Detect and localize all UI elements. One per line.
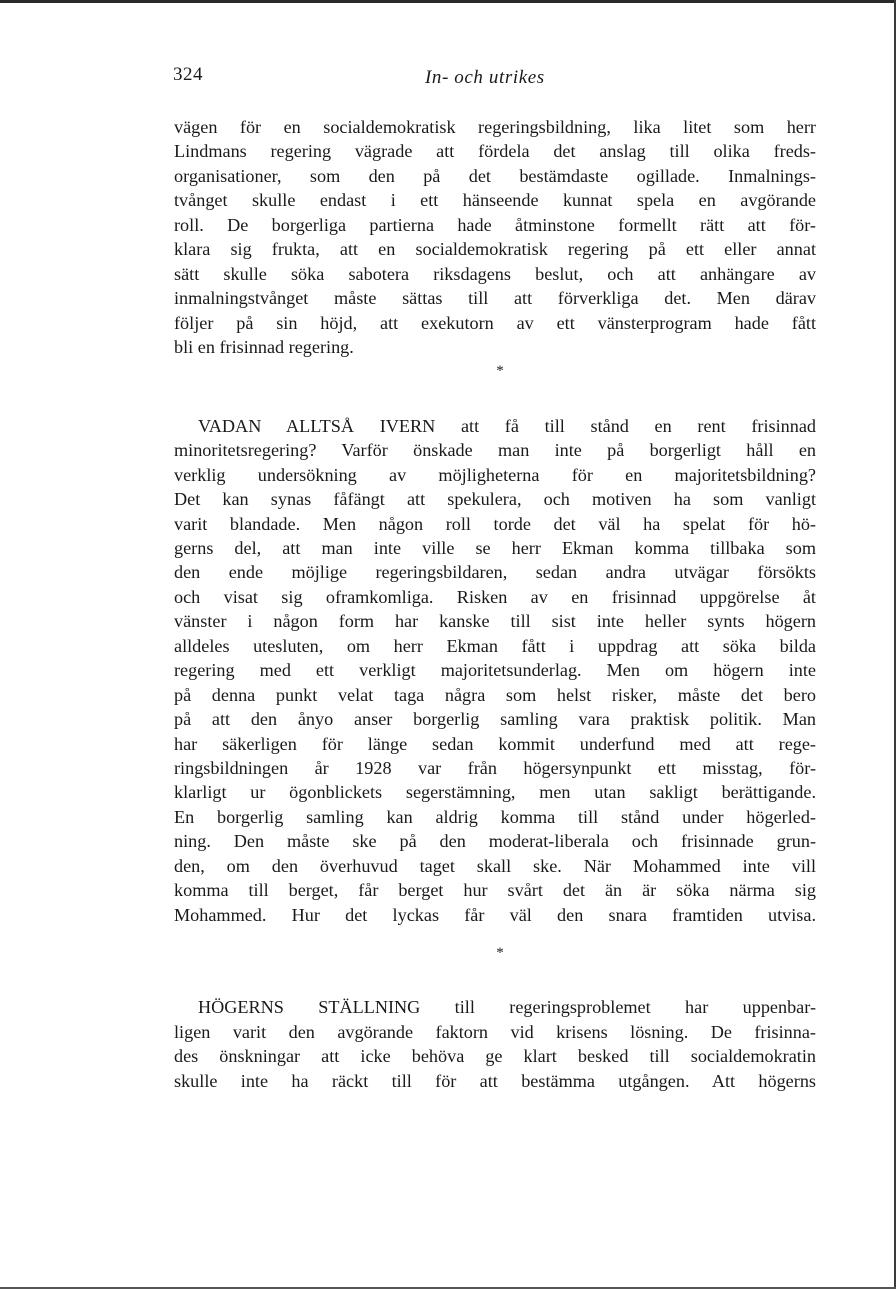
text-line: Mohammed. Hur det lyckas får väl den snara framtiden utvisa. xyxy=(174,904,816,925)
text-line: VADAN ALLTSÅ IVERN att få till stånd en rent frisinnad xyxy=(198,415,816,436)
text-line: inmalningstvånget måste sättas till att förverkliga det. Men därav xyxy=(174,288,816,309)
section-gap xyxy=(174,384,816,414)
running-head: In- och utrikes xyxy=(425,67,545,88)
text-line: på denna punkt velat taga några som helst risker, måste det bero xyxy=(174,684,816,705)
text-line: verklig undersökning av möjligheterna för en majoritetsbildning? xyxy=(174,464,816,485)
page-number: 324 xyxy=(173,64,203,85)
body-text xyxy=(174,115,816,1093)
text-line: Det kan synas fåfängt att spekulera, och motiven ha som vanligt xyxy=(174,489,816,510)
text-line: den, om den överhuvud taget skall ske. När Mohammed inte vill xyxy=(174,855,816,876)
text-line: tvånget skulle endast i ett hänseende kunnat spela en avgörande xyxy=(174,190,816,211)
text-line: des önskningar att icke behöva ge klart besked till socialdemokratin xyxy=(174,1046,816,1067)
section-separator: * xyxy=(496,945,504,961)
text-line: En borgerlig samling kan aldrig komma till stånd under högerled- xyxy=(174,806,816,827)
text-line: varit blandade. Men någon roll torde det väl ha spelat för hö- xyxy=(174,513,816,534)
text-line: regering med ett verkligt majoritetsunderlag. Men om högern inte xyxy=(174,660,816,681)
text-line: organisationer, som den på det bestämdaste ogillade. Inmalnings- xyxy=(174,165,816,186)
text-line: ning. Den måste ske på den moderat-liberala och frisinnade grun- xyxy=(174,831,816,852)
text-line: har säkerligen för länge sedan kommit underfund med att rege- xyxy=(174,733,816,754)
text-line: klara sig frukta, att en socialdemokratisk regering på ett eller annat xyxy=(174,239,816,260)
text-line: på att den ånyo anser borgerlig samling vara praktisk politik. Man xyxy=(174,709,816,730)
text-line: HÖGERNS STÄLLNING till regeringsproblemet har uppenbar- xyxy=(198,997,816,1018)
paragraph-1 xyxy=(174,115,816,359)
text-line: skulle inte ha räckt till för att bestämma utgången. Att högerns xyxy=(174,1070,816,1091)
section-gap xyxy=(174,927,816,941)
section-gap xyxy=(174,965,816,995)
paragraph-2 xyxy=(174,414,816,927)
text-line: sätt skulle söka sabotera riksdagens beslut, och att anhängare av xyxy=(174,263,816,284)
text-line: gerns del, att man inte ville se herr Ekman komma tillbaka som xyxy=(174,538,816,558)
page-edge-top xyxy=(0,0,896,3)
text-line: den ende möjlige regeringsbildaren, sedan andra utvägar försökts xyxy=(174,562,816,583)
text-line: vänster i någon form har kanske till sist inte heller synts högern xyxy=(174,611,816,632)
text-line: minoritetsregering? Varför önskade man inte på borgerligt håll en xyxy=(174,440,816,461)
text-line: komma till berget, får berget hur svårt det än är söka närma sig xyxy=(174,880,816,901)
text-line: ligen varit den avgörande faktorn vid krisens lösning. De frisinna- xyxy=(174,1021,816,1042)
text-line: ringsbildningen år 1928 var från högersynpunkt ett misstag, för- xyxy=(174,757,816,778)
text-line: klarligt ur ögonblickets segerstämning, men utan sakligt berättigande. xyxy=(174,782,816,803)
paragraph-3 xyxy=(174,995,816,1093)
text-line: Lindmans regering vägrade att fördela det anslag till olika freds- xyxy=(174,141,816,162)
text-line: alldeles utesluten, om herr Ekman fått i uppdrag att söka bilda xyxy=(174,635,816,656)
text-line: följer på sin höjd, att exekutorn av ett vänsterprogram hade fått xyxy=(174,312,816,333)
text-line: roll. De borgerliga partierna hade åtminstone formellt rätt att för- xyxy=(174,214,816,235)
text-line: och visat sig oframkomliga. Risken av en frisinnad uppgörelse åt xyxy=(174,586,816,607)
text-line: vägen för en socialdemokratisk regeringsbildning, lika litet som herr xyxy=(174,117,816,137)
text-line: bli en frisinnad regering. xyxy=(174,336,354,357)
section-separator: * xyxy=(496,363,504,380)
